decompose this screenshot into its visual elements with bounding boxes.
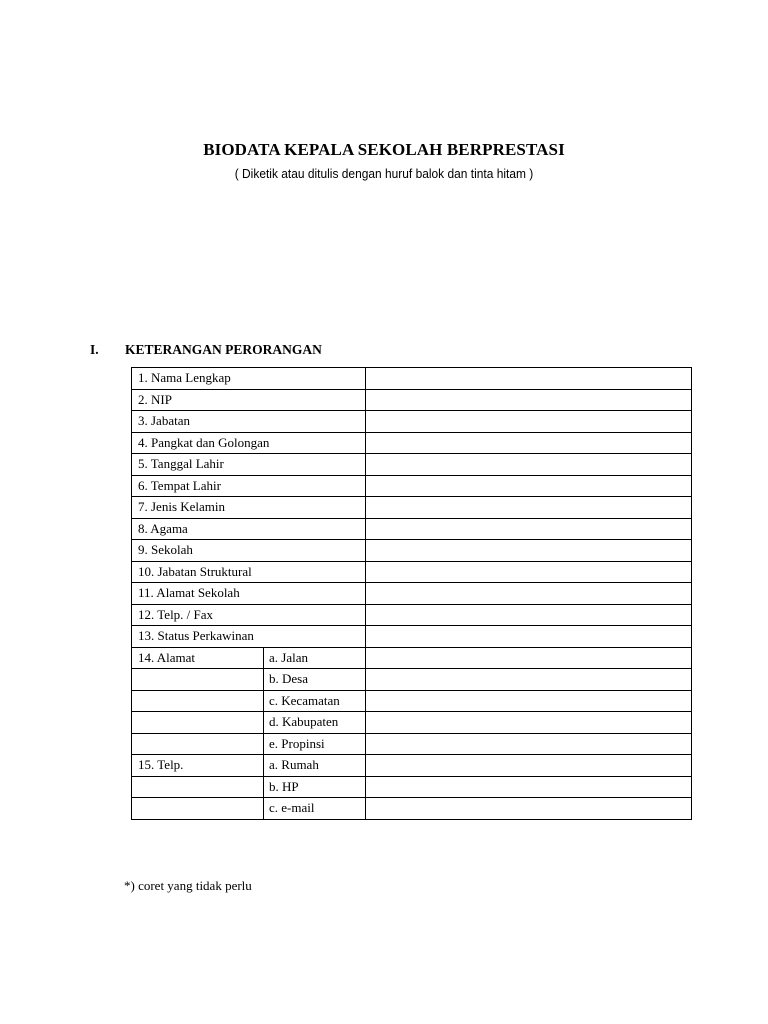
answer-cell[interactable] <box>366 583 692 605</box>
answer-cell[interactable] <box>366 798 692 820</box>
empty-cell <box>132 733 264 755</box>
table-row <box>132 776 692 798</box>
table-row <box>132 411 692 433</box>
answer-cell[interactable] <box>366 755 692 777</box>
row-label: 3. Jabatan <box>132 411 366 433</box>
answer-cell[interactable] <box>366 454 692 476</box>
row-label: 7. Jenis Kelamin <box>132 497 366 519</box>
table-row <box>132 733 692 755</box>
table-row <box>132 755 692 777</box>
phone-sublabel: b. HP <box>264 776 366 798</box>
address-sublabel: d. Kabupaten <box>264 712 366 734</box>
answer-cell[interactable] <box>366 733 692 755</box>
answer-cell[interactable] <box>366 647 692 669</box>
row-label: 2. NIP <box>132 389 366 411</box>
table-row <box>132 583 692 605</box>
phone-label: 15. Telp. <box>132 755 264 777</box>
table-row <box>132 497 692 519</box>
answer-cell[interactable] <box>366 776 692 798</box>
table-row <box>132 454 692 476</box>
empty-cell <box>132 690 264 712</box>
table-row <box>132 368 692 390</box>
answer-cell[interactable] <box>366 432 692 454</box>
phone-sublabel: a. Rumah <box>264 755 366 777</box>
answer-cell[interactable] <box>366 475 692 497</box>
row-label: 9. Sekolah <box>132 540 366 562</box>
address-label: 14. Alamat <box>132 647 264 669</box>
table-row <box>132 518 692 540</box>
row-label: 1. Nama Lengkap <box>132 368 366 390</box>
table-row <box>132 389 692 411</box>
empty-cell <box>132 798 264 820</box>
row-label: 12. Telp. / Fax <box>132 604 366 626</box>
empty-cell <box>132 776 264 798</box>
section-title: KETERANGAN PERORANGAN <box>125 342 322 357</box>
table-row <box>132 669 692 691</box>
address-sublabel: a. Jalan <box>264 647 366 669</box>
row-label: 11. Alamat Sekolah <box>132 583 366 605</box>
row-label: 5. Tanggal Lahir <box>132 454 366 476</box>
answer-cell[interactable] <box>366 690 692 712</box>
answer-cell[interactable] <box>366 389 692 411</box>
answer-cell[interactable] <box>366 604 692 626</box>
address-sublabel: b. Desa <box>264 669 366 691</box>
section-number: I. <box>90 342 99 357</box>
row-label: 8. Agama <box>132 518 366 540</box>
answer-cell[interactable] <box>366 669 692 691</box>
table-row <box>132 561 692 583</box>
answer-cell[interactable] <box>366 497 692 519</box>
answer-cell[interactable] <box>366 626 692 648</box>
row-label: 10. Jabatan Struktural <box>132 561 366 583</box>
table-row <box>132 647 692 669</box>
table-row <box>132 798 692 820</box>
table-row <box>132 604 692 626</box>
answer-cell[interactable] <box>366 368 692 390</box>
empty-cell <box>132 712 264 734</box>
row-label: 13. Status Perkawinan <box>132 626 366 648</box>
table-row <box>132 432 692 454</box>
document-title: BIODATA KEPALA SEKOLAH BERPRESTASI <box>203 140 565 159</box>
answer-cell[interactable] <box>366 540 692 562</box>
table-row <box>132 690 692 712</box>
table-row <box>132 540 692 562</box>
address-sublabel: e. Propinsi <box>264 733 366 755</box>
biodata-table <box>131 367 692 820</box>
table-row <box>132 712 692 734</box>
footnote: *) coret yang tidak perlu <box>124 878 252 893</box>
table-row <box>132 626 692 648</box>
row-label: 6. Tempat Lahir <box>132 475 366 497</box>
document-subtitle: ( Diketik atau ditulis dengan huruf balok dan tinta hitam ) <box>234 166 534 181</box>
table-row <box>132 475 692 497</box>
address-sublabel: c. Kecamatan <box>264 690 366 712</box>
answer-cell[interactable] <box>366 518 692 540</box>
answer-cell[interactable] <box>366 712 692 734</box>
answer-cell[interactable] <box>366 411 692 433</box>
answer-cell[interactable] <box>366 561 692 583</box>
empty-cell <box>132 669 264 691</box>
row-label: 4. Pangkat dan Golongan <box>132 432 366 454</box>
phone-sublabel: c. e-mail <box>264 798 366 820</box>
